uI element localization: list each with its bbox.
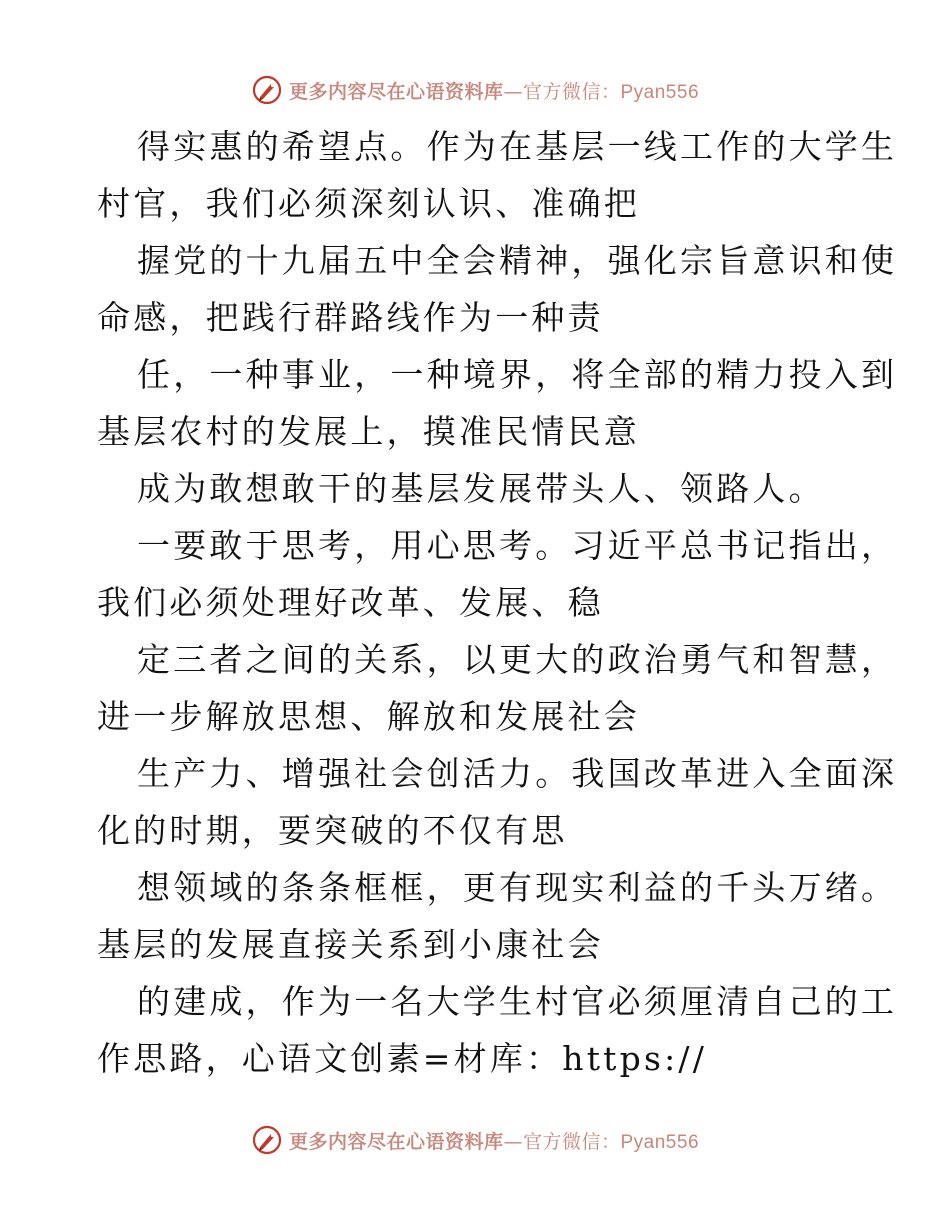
paragraph-line: 我们必须处理好改革、发展、稳 [97,583,604,622]
paragraph-line: 一要敢于思考，用心思考。习近平总书记指出， [137,526,898,565]
pen-logo-icon [251,1124,283,1156]
banner-wechat-id: Pyan556 [620,1131,700,1153]
paragraph-line: 得实惠的希望点。作为在基层一线工作的大学生 [137,127,898,166]
paragraph-line: 生产力、增强社会创活力。我国改革进入全面深 [137,754,898,793]
banner-main-text: 更多内容尽在心语资料库 [288,80,504,103]
banner-main-text: 更多内容尽在心语资料库 [288,1130,504,1153]
paragraph-line: 任，一种事业，一种境界，将全部的精力投入到 [137,355,898,394]
paragraph-line: 村官，我们必须深刻认识、准确把 [97,184,640,223]
paragraph-line: 命感，把践行群路线作为一种责 [97,298,604,337]
pen-logo-icon [251,74,283,106]
paragraph-line: 定三者之间的关系，以更大的政治勇气和智慧， [137,640,898,679]
footer-watermark-banner [0,1122,950,1158]
paragraph-line: 想领域的条条框框，更有现实利益的千头万绪。 [137,868,898,907]
paragraph-line: 基层的发展直接关系到小康社会 [97,925,604,964]
banner-wechat-label: 官方微信： [522,1130,621,1153]
banner-separator: — [503,80,523,103]
paragraph-line: 成为敢想敢干的基层发展带头人、领路人。 [137,469,825,508]
banner-wechat-id: Pyan556 [620,81,700,103]
document-body [97,118,898,1087]
paragraph-line: 握党的十九届五中全会精神，强化宗旨意识和使 [137,241,898,280]
paragraph-line: 基层农村的发展上，摸准民情民意 [97,412,640,451]
paragraph-line: 化的时期，要突破的不仅有思 [97,811,568,850]
banner-separator: — [503,1130,523,1153]
paragraph-line: 进一步解放思想、解放和发展社会 [97,697,640,736]
banner-wechat-label: 官方微信： [522,80,621,103]
header-watermark-banner [0,72,950,108]
paragraph-line: 作思路，心语文创素=材库：https:// [97,1039,708,1078]
paragraph-line: 的建成，作为一名大学生村官必须厘清自己的工 [137,982,898,1021]
